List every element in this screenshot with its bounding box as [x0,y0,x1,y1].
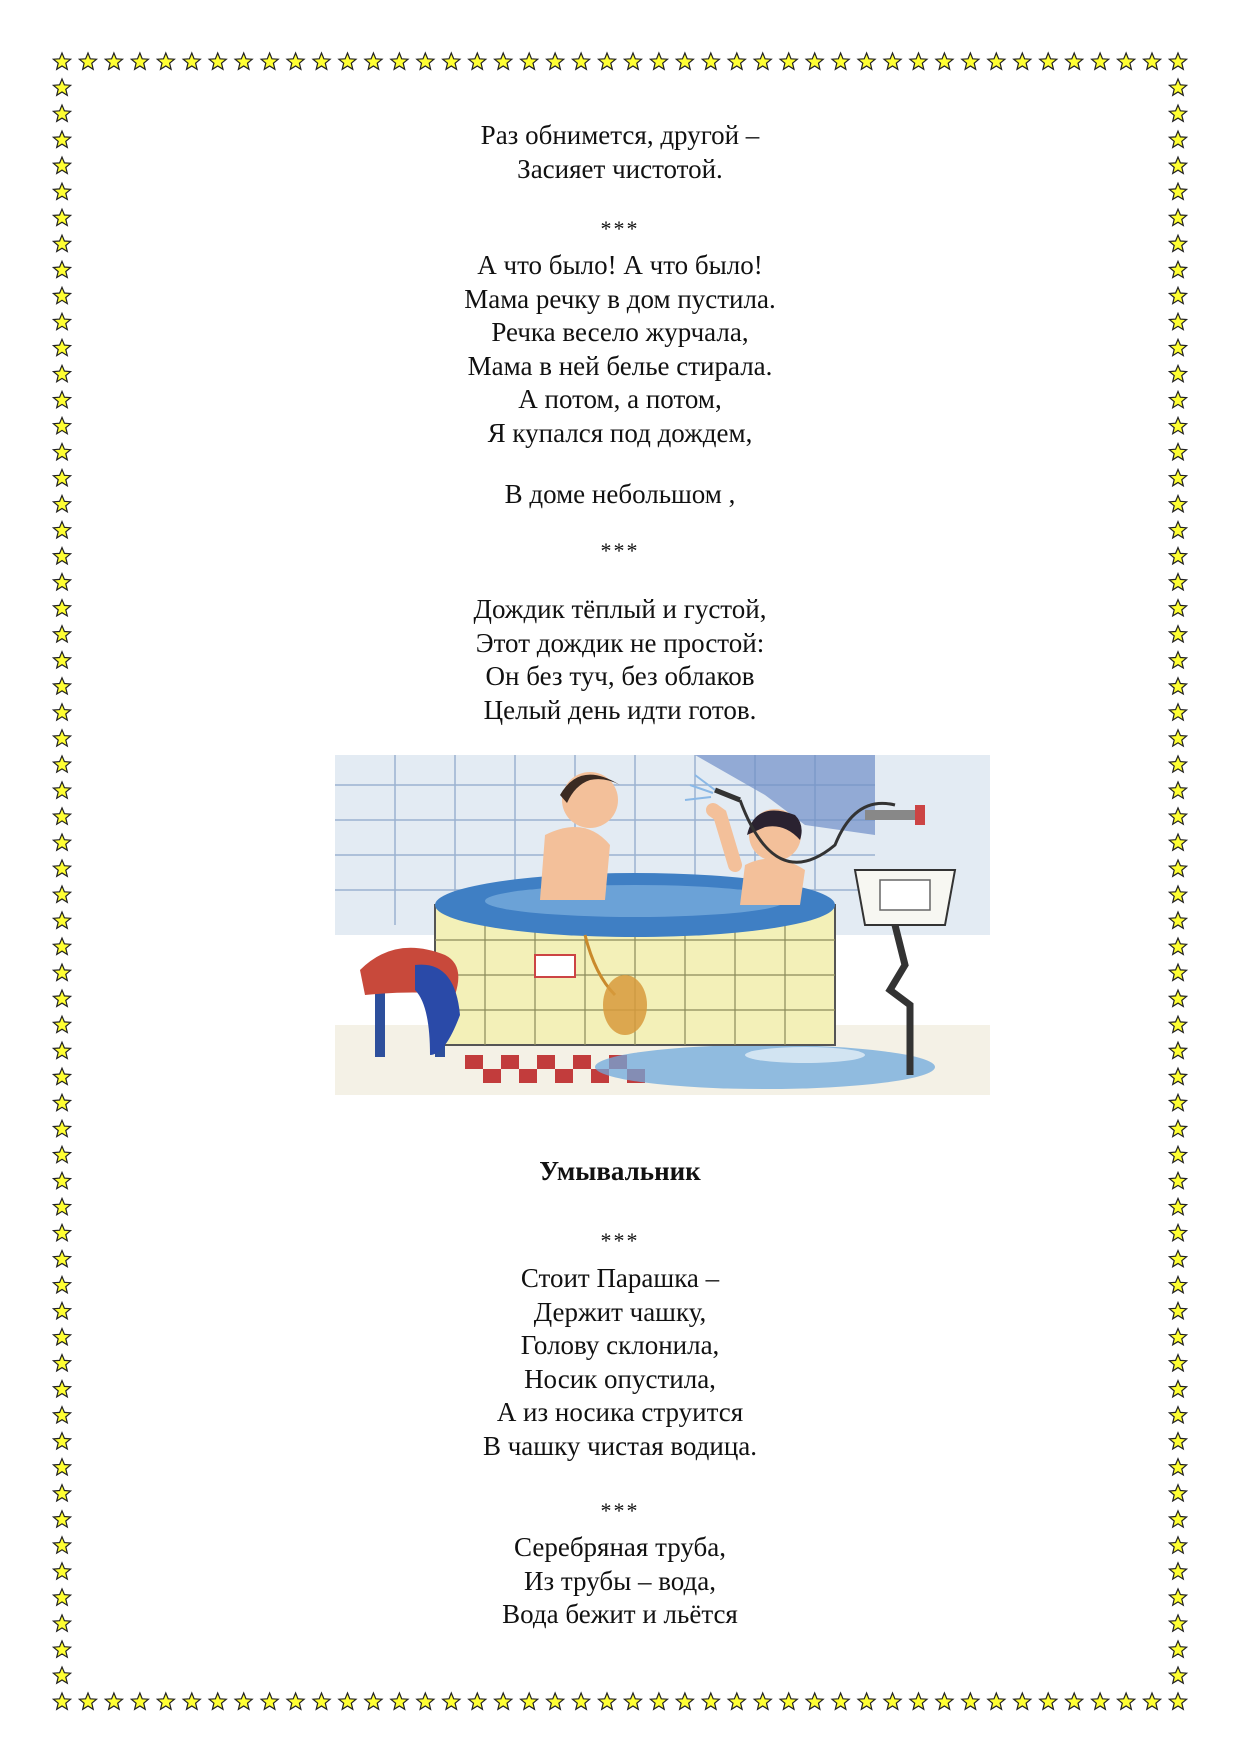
poem-line: А из носика струится [496,1397,744,1427]
border-star-icon [1169,79,1186,95]
poem-line: Мама в ней белье стирала. [467,350,773,381]
border-star-icon [573,1693,590,1709]
border-star-icon [313,53,330,69]
border-star-icon [728,53,745,69]
border-star-icon [1169,912,1186,928]
border-star-icon [910,1693,927,1709]
border-star-icon [806,53,823,69]
border-star-icon [1066,53,1083,69]
border-star-icon [53,886,70,902]
border-star-icon [131,1693,148,1709]
border-star-icon [1169,574,1186,590]
border-star-icon [209,53,226,69]
border-star-icon [53,756,70,772]
border-star-icon [53,730,70,746]
poem-line: Дождик тёплый и густой, [473,594,767,624]
border-star-icon [1169,1016,1186,1032]
border-star-icon [676,53,693,69]
border-star-icon [79,53,96,69]
border-star-icon [832,1693,849,1709]
poem-line: Из трубы – вода, [524,1565,716,1596]
poem-line: Я купался под дождем, [487,417,753,448]
border-star-icon [53,1042,70,1058]
border-star-icon [1118,1693,1135,1709]
border-star-icon [650,53,667,69]
border-star-icon [936,53,953,69]
stanza-separator [0,1224,1240,1258]
border-star-icon [261,53,278,69]
poem-line: А что было! А что было! [477,250,763,280]
border-star-icon [806,1693,823,1709]
separator-stars: *** [600,538,640,563]
border-star-icon [754,1693,771,1709]
border-star-icon [53,938,70,954]
border-star-icon [1169,730,1186,746]
border-star-icon [53,1693,70,1709]
border-star-icon [79,1693,96,1709]
border-star-icon [1169,808,1186,824]
border-star-icon [1014,53,1031,69]
poem-line: Речка весело журчала, [491,317,749,347]
border-star-icon [1092,1693,1109,1709]
separator-stars: *** [600,1498,640,1523]
stanza-separator [0,534,1240,568]
border-star-icon [287,53,304,69]
section-title: Умывальник [539,1156,701,1186]
border-star-icon [53,782,70,798]
border-star-icon [469,1693,486,1709]
border-star-icon [105,1693,122,1709]
border-star-icon [339,1693,356,1709]
border-star-icon [521,53,538,69]
separator-stars: *** [600,1228,640,1253]
border-star-icon [53,1120,70,1136]
border-star-icon [287,1693,304,1709]
border-star-icon [962,1693,979,1709]
border-star-icon [884,53,901,69]
poem-line: Он без туч, без облаков [485,661,755,691]
poem-top [0,119,1240,186]
border-star-icon [183,53,200,69]
border-star-icon [1169,1068,1186,1084]
poem-line: Серебряная труба, [514,1532,726,1562]
border-star-icon [417,1693,434,1709]
border-star-icon [676,1693,693,1709]
border-star-icon [365,53,382,69]
border-star-icon [53,912,70,928]
poem-line: В чашку чистая водица. [482,1430,758,1461]
poem-stanza [0,593,1240,727]
border-star-icon [1169,1042,1186,1058]
border-star-icon [1169,756,1186,772]
border-star-icon [339,53,356,69]
border-star-icon [702,53,719,69]
border-star-icon [261,1693,278,1709]
border-star-icon [1169,964,1186,980]
poem-stanza [0,249,1240,450]
border-star-icon [962,53,979,69]
border-star-icon [780,53,797,69]
poem-line: Держит чашку, [533,1296,707,1327]
border-star-icon [780,1693,797,1709]
border-star-icon [1118,53,1135,69]
bathtub-illustration [335,755,990,1095]
border-star-icon [1169,1667,1186,1683]
border-star-icon [53,1094,70,1110]
border-star-icon [858,53,875,69]
poem-line: Раз обнимется, другой – [480,120,760,150]
border-star-icon [53,1068,70,1084]
border-star-icon [53,964,70,980]
stanza-separator [0,1494,1240,1528]
poem-line: Мама речку в дом пустила. [464,283,776,314]
border-star-icon [235,1693,252,1709]
border-star-icon [728,1693,745,1709]
border-star-icon [53,574,70,590]
border-star-icon [495,53,512,69]
border-star-icon [910,53,927,69]
border-star-icon [624,1693,641,1709]
border-star-icon [1169,860,1186,876]
border-star-icon [157,1693,174,1709]
border-star-icon [1169,1641,1186,1657]
poem-line: Этот дождик не простой: [475,627,765,658]
border-star-icon [1169,938,1186,954]
border-star-icon [53,1641,70,1657]
poem-line: Засияет чистотой. [517,153,723,184]
poem-stanza [0,1262,1240,1463]
stanza-separator [0,212,1240,246]
border-star-icon [443,1693,460,1709]
border-star-icon [1092,53,1109,69]
border-star-icon [1169,1693,1186,1709]
border-star-icon [1169,1094,1186,1110]
poem-line: А потом, а потом, [518,384,722,414]
poem-line: В доме небольшом , [504,479,736,509]
border-star-icon [1169,990,1186,1006]
border-star-icon [1169,53,1186,69]
border-star-icon [599,1693,616,1709]
border-star-icon [209,1693,226,1709]
border-star-icon [53,990,70,1006]
border-star-icon [1144,53,1161,69]
border-star-icon [443,53,460,69]
border-star-icon [365,1693,382,1709]
border-star-icon [1169,886,1186,902]
border-star-icon [936,1693,953,1709]
border-star-icon [1169,782,1186,798]
poem-line: Целый день идти готов. [483,694,757,725]
border-star-icon [183,1693,200,1709]
border-star-icon [53,860,70,876]
border-star-icon [391,53,408,69]
border-star-icon [547,1693,564,1709]
border-star-icon [624,53,641,69]
separator-stars: *** [600,216,640,241]
border-star-icon [1066,1693,1083,1709]
border-star-icon [884,1693,901,1709]
poem-line: Вода бежит и льётся [502,1599,738,1629]
border-star-icon [157,53,174,69]
border-star-icon [988,53,1005,69]
border-star-icon [391,1693,408,1709]
border-star-icon [53,834,70,850]
border-star-icon [702,1693,719,1709]
border-star-icon [832,53,849,69]
border-star-icon [53,1016,70,1032]
border-star-icon [235,53,252,69]
border-star-icon [313,1693,330,1709]
border-star-icon [469,53,486,69]
border-star-icon [53,1198,70,1214]
border-star-icon [53,808,70,824]
border-star-icon [53,79,70,95]
border-star-icon [1144,1693,1161,1709]
border-star-icon [754,53,771,69]
border-star-icon [650,1693,667,1709]
border-star-icon [1040,1693,1057,1709]
poem-line: Носик опустила, [524,1363,716,1394]
border-star-icon [573,53,590,69]
border-star-icon [858,1693,875,1709]
border-star-icon [131,53,148,69]
border-star-icon [599,53,616,69]
border-star-icon [521,1693,538,1709]
border-star-icon [1169,1198,1186,1214]
border-star-icon [1169,1120,1186,1136]
poem-stanza [0,478,1240,512]
border-star-icon [495,1693,512,1709]
border-star-icon [1040,53,1057,69]
border-star-icon [547,53,564,69]
border-star-icon [1169,834,1186,850]
border-star-icon [53,1667,70,1683]
poem-stanza [0,1531,1240,1632]
border-star-icon [105,53,122,69]
border-star-icon [988,1693,1005,1709]
poem-line: Стоит Парашка – [520,1263,720,1293]
poem-line: Голову склонила, [520,1330,720,1360]
border-star-icon [53,53,70,69]
border-star-icon [1014,1693,1031,1709]
border-star-icon [417,53,434,69]
